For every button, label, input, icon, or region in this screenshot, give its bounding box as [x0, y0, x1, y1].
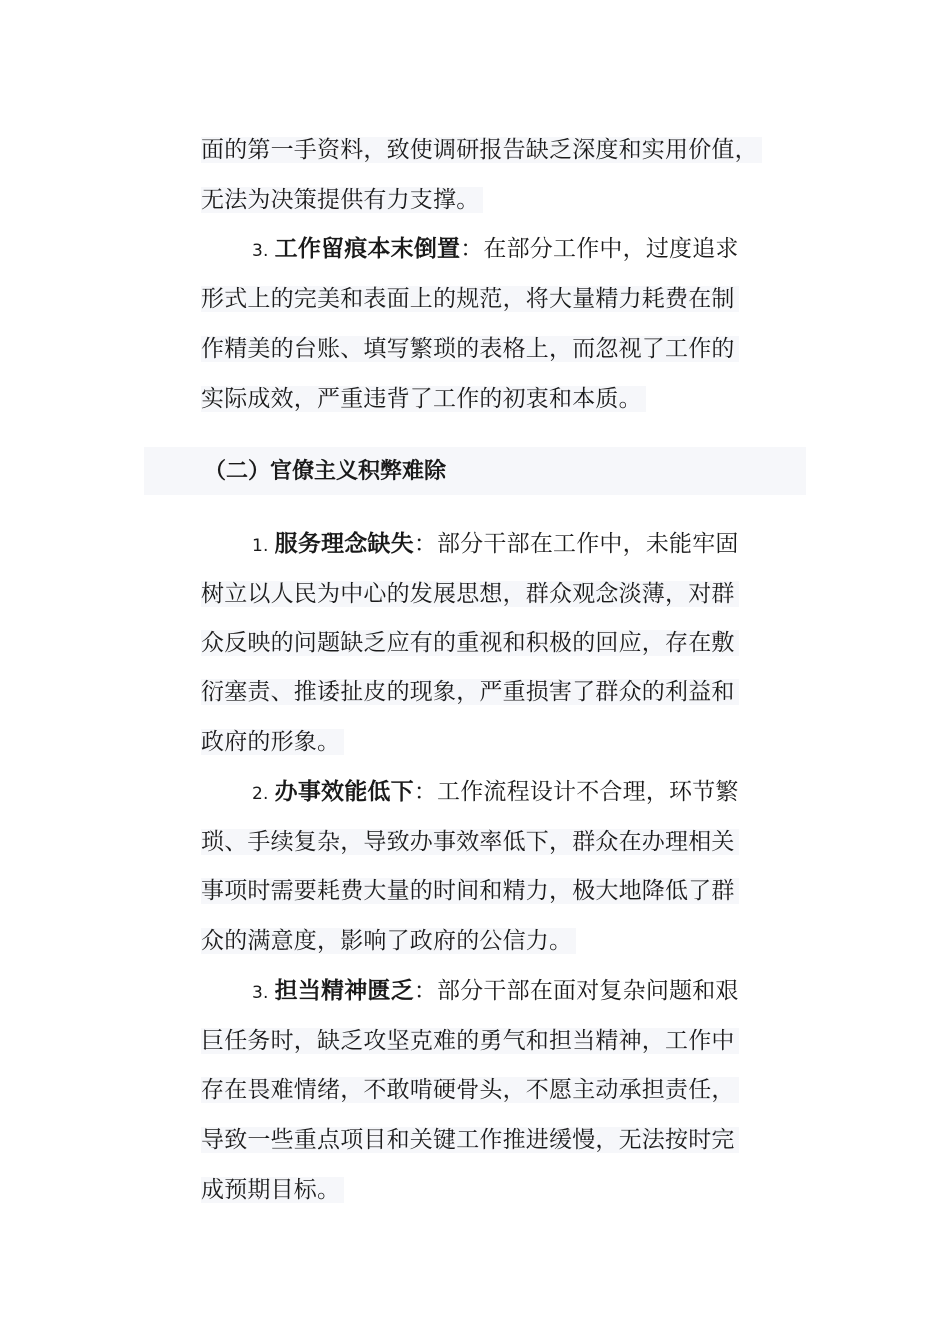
text-run: 成预期目标。	[201, 1177, 344, 1203]
text-run: 衍塞责、推诿扯皮的现象，严重损害了群众的利益和	[201, 679, 739, 705]
text-run: 众反映的问题缺乏应有的重视和积极的回应，存在敷	[201, 630, 739, 656]
text-run: ：部分干部在面对复杂问题和艰	[413, 978, 739, 1004]
list-number: 3.	[252, 241, 269, 261]
paragraph-line	[201, 1120, 739, 1160]
paragraph-line	[201, 279, 739, 319]
paragraph-line	[201, 574, 739, 614]
paragraph-line	[201, 921, 576, 961]
paragraph-line	[201, 1170, 344, 1210]
text-run: 作精美的台账、填写繁琐的表格上，而忽视了工作的	[201, 336, 739, 362]
text-run: 巨任务时，缺乏攻坚克难的勇气和担当精神，工作中	[201, 1028, 739, 1054]
text-run: 琐、手续复杂，导致办事效率低下，群众在办理相关	[201, 829, 739, 855]
list-item-title: 服务理念缺失	[274, 531, 414, 557]
paragraph-line	[201, 822, 739, 862]
list-item-title: 办事效能低下	[274, 779, 414, 805]
paragraph-line	[201, 180, 483, 220]
text-run: 树立以人民为中心的发展思想，群众观念淡薄，对群	[201, 581, 739, 607]
text-run: ：在部分工作中，过度追求	[460, 236, 739, 262]
paragraph-line	[201, 329, 739, 369]
list-item-title: 担当精神匮乏	[274, 978, 414, 1004]
paragraph-line	[201, 130, 762, 170]
paragraph-line	[201, 1070, 739, 1110]
text-run: 面的第一手资料，致使调研报告缺乏深度和实用价值，	[201, 137, 762, 163]
text-run: 众的满意度，影响了政府的公信力。	[201, 928, 576, 954]
paragraph-line	[201, 623, 739, 663]
text-run: 导致一些重点项目和关键工作推进缓慢，无法按时完	[201, 1127, 739, 1153]
text-run: ：工作流程设计不合理，环节繁	[413, 779, 739, 805]
paragraph-line	[201, 871, 739, 911]
list-item-heading	[252, 229, 739, 269]
list-item-title: 工作留痕本末倒置	[274, 236, 461, 262]
section-heading: （二）官僚主义积弊难除	[204, 459, 447, 484]
list-item-heading	[252, 971, 739, 1011]
text-run: ：部分干部在工作中，未能牢固	[413, 531, 739, 557]
text-run: 政府的形象。	[201, 729, 344, 755]
list-item-heading	[252, 772, 739, 812]
list-item-heading	[252, 524, 739, 564]
list-number: 1.	[252, 536, 269, 556]
list-number: 2.	[252, 784, 269, 804]
paragraph-line	[201, 722, 344, 762]
text-run: 实际成效，严重违背了工作的初衷和本质。	[201, 386, 646, 412]
paragraph-line	[201, 672, 739, 712]
text-run: 存在畏难情绪，不敢啃硬骨头，不愿主动承担责任，	[201, 1077, 739, 1103]
paragraph-line	[201, 1021, 739, 1061]
text-run: 事项时需要耗费大量的时间和精力，极大地降低了群	[201, 878, 739, 904]
paragraph-line	[201, 379, 646, 419]
list-number: 3.	[252, 983, 269, 1003]
text-run: 形式上的完美和表面上的规范，将大量精力耗费在制	[201, 286, 739, 312]
text-run: 无法为决策提供有力支撑。	[201, 187, 483, 213]
